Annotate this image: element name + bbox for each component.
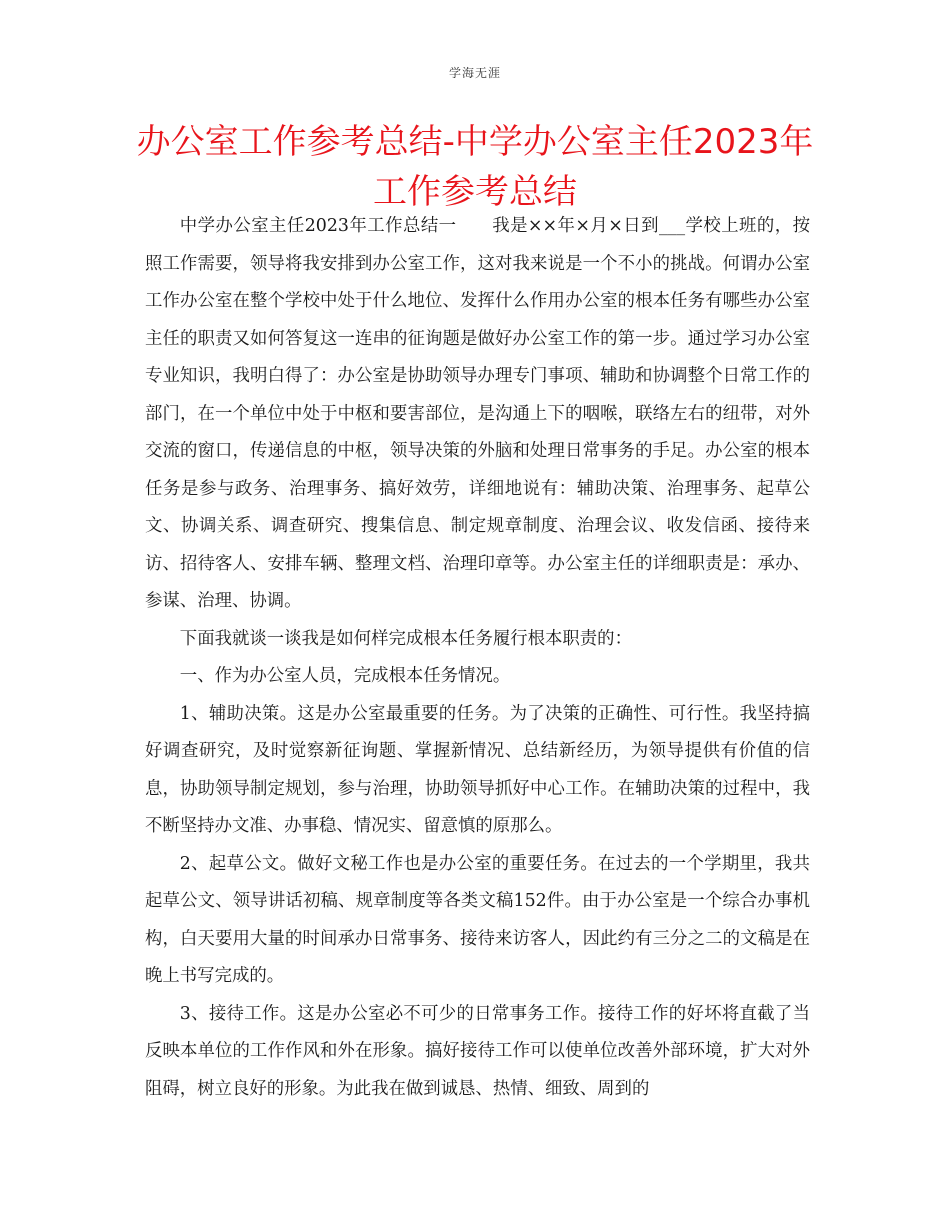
paragraph-4: 1、辅助决策。这是办公室最重要的任务。为了决策的正确性、可行性。我坚持搞好调查研究，及时觉察新征询题、掌握新情况、总结新经历，为领导提供有价值的信息，协助领导制定规划，参与治理，协助领导抓好中心工作。在辅助决策的过程中，我不断坚持办文准、办事稳、情况实、留意慎的原那么。 (145, 703, 810, 836)
paragraph-1: 中学办公室主任2023年工作总结一 我是××年×月×日到___学校上班的，按照工作需要，领导将我安排到办公室工作，这对我来说是一个不小的挑战。何谓办公室工作办公室在整个学校中处于什么地位、发挥什么作用办公室的根本任务有哪些办公室主任的职责又如何答复这一连串的征询题是做好办公室工作的第一步。通过学习办公室专业知识，我明白得了：办公室是协助领导办理专门事项、辅助和协调整个日常工作的部门，在一个单位中处于中枢和要害部位，是沟通上下的咽喉，联络左右的纽带，对外交流的窗口，传递信息的中枢，领导决策的外脑和处理日常事务的手足。办公室的根本任务是参与政务、治理事务、搞好效劳，详细地说有：辅助决策、治理事务、起草公文、协调关系、调查研究、搜集信息、制定规章制度、治理会议、收发信函、接待来访、招待客人、安排车辆、整理文档、治理印章等。办公室主任的详细职责是：承办、参谋、治理、协调。 (145, 216, 810, 611)
paragraph-2: 下面我就谈一谈我是如何样完成根本任务履行根本职责的： (179, 628, 632, 649)
paragraph-5: 2、起草公文。做好文秘工作也是办公室的重要任务。在过去的一个学期里，我共起草公文、领导讲话初稿、规章制度等各类文稿152件。由于办公室是一个综合办事机构，白天要用大量的时间承办日常事务、接待来访客人，因此约有三分之二的文稿是在晚上书写完成的。 (145, 853, 810, 986)
document-title: 办公室工作参考总结-中学办公室主任2023年工作参考总结 (136, 122, 814, 212)
paragraph-6: 3、接待工作。这是办公室必不可少的日常事务工作。接待工作的好坏将直截了当反映本单位的工作作风和外在形象。搞好接待工作可以使单位改善外部环境，扩大对外阻碍，树立良好的形象。为此我在做到诚恳、热情、细致、周到的 (145, 1003, 810, 1099)
paragraph-3: 一、作为办公室人员，完成根本任务情况。 (179, 666, 511, 686)
page-header: 学海无涯 (448, 66, 501, 80)
document-body (145, 208, 810, 1108)
